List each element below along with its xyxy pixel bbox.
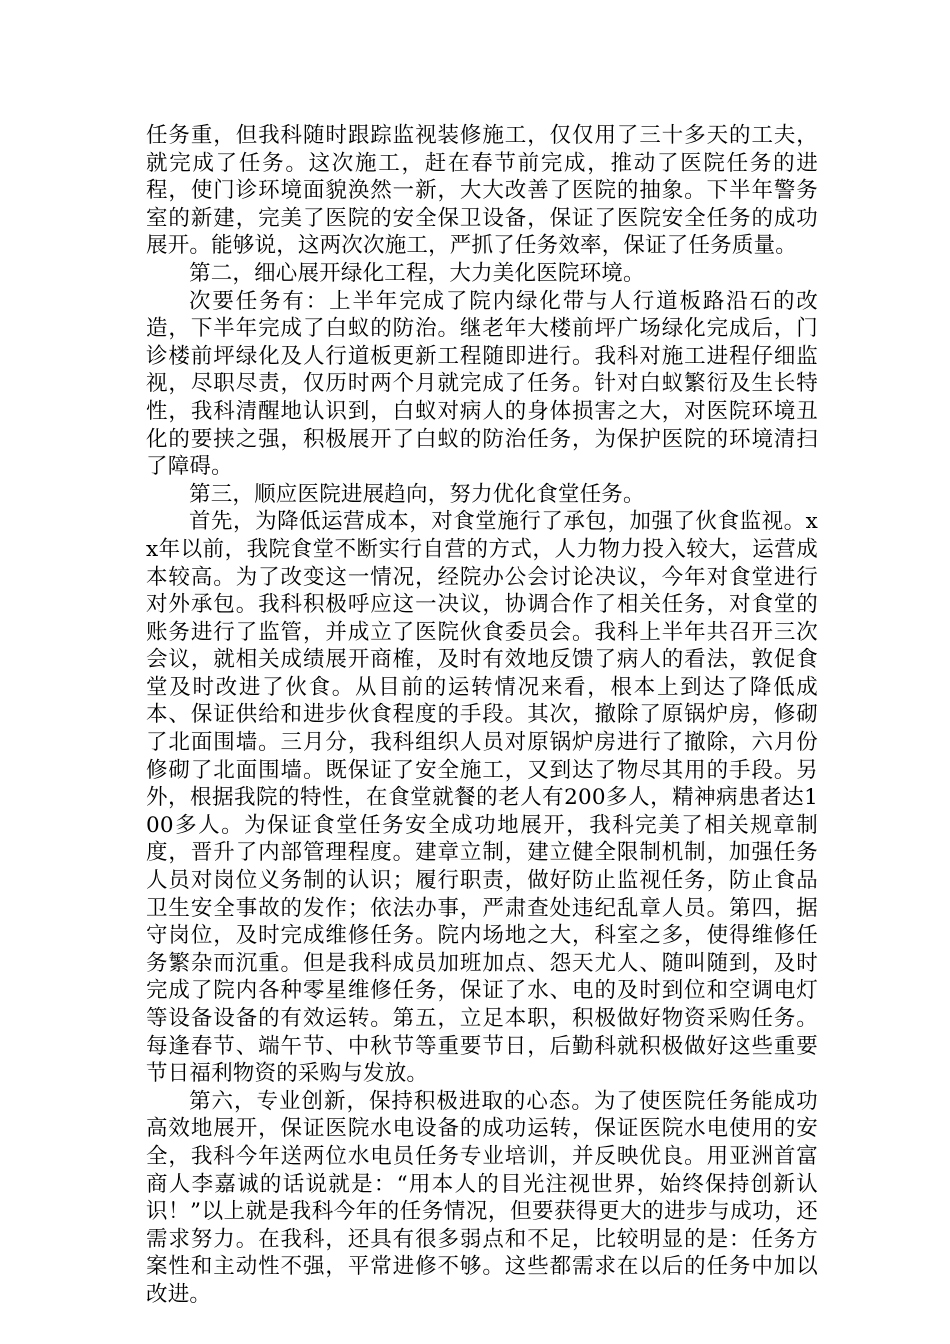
paragraph-5: 首先，为降低运营成本，对食堂施行了承包，加强了伙食监视。xx年以前，我院食堂不断实行自营的方式，人力物力投入较大，运营成本较高。为了改变这一情况，经院办公会讨论决议，今年对食堂进行对外承包。我科积极呼应这一决议，协调合作了相关任务，对食堂的账务进行了监管，并成立了医院伙食委员会。我科上半年共召开三次会议，就相关成绩展开商榷，及时有效地反馈了病人的看法，敦促食堂及时改进了伙食。从目前的运转情况来看，根本上到达了降低成本、保证供给和进步伙食程度的手段。其次，撤除了原锅炉房，修砌了北面围墙。三月分，我科组织人员对原锅炉房进行了撤除，六月份修砌了北面围墙。既保证了安全施工，又到达了物尽其用的手段。另外，根据我院的特性，在食堂就餐的老人有200多人，精神病患者达100多人。为保证食堂任务安全成功地展开，我科完美了相关规章制度，晋升了内部管理程度。建章立制，建立健全限制机制，加强任务人员对岗位义务制的认识；履行职责，做好防止监视任务，防止食品卫生安全事故的发作；依法办事，严肃查处违纪乱章人员。第四，据守岗位，及时完成维修任务。院内场地之大，科室之多，使得维修任务繁杂而沉重。但是我科成员加班加点、怨天尤人、随叫随到，及时完成了院内各种零星维修任务，保证了水、电的及时到位和空调电灯等设备设备的有效运转。第五，立足本职，积极做好物资采购任务。每逢春节、端午节、中秋节等重要节日，后勤科就积极做好这些重要节日福利物资的采购与发放。 — [146, 509, 818, 1087]
paragraph-3: 次要任务有：上半年完成了院内绿化带与人行道板路沿石的改造，下半年完成了白蚁的防治。继老年大楼前坪广场绿化完成后，门诊楼前坪绿化及人行道板更新工程随即进行。我科对施工进程仔细监视，尽职尽责，仅历时两个月就完成了任务。针对白蚁繁衍及生长特性，我科清醒地认识到，白蚁对病人的身体损害之大，对医院环境丑化的要挟之强，积极展开了白蚁的防治任务，为保护医院的环境清扫了障碍。 — [146, 288, 818, 480]
paragraph-1: 任务重，但我科随时跟踪监视装修施工，仅仅用了三十多天的工夫，就完成了任务。这次施工，赶在春节前完成，推动了医院任务的进程，使门诊环境面貌涣然一新，大大改善了医院的抽象。下半年警务室的新建，完美了医院的安全保卫设备，保证了医院安全任务的成功展开。能够说，这两次次施工，严抓了任务效率，保证了任务质量。 — [146, 123, 818, 259]
paragraph-4-heading: 第三，顺应医院进展趋向，努力优化食堂任务。 — [189, 481, 645, 507]
document-body — [146, 122, 818, 1309]
paragraph-6: 第六，专业创新，保持积极进取的心态。为了使医院任务能成功高效地展开，保证医院水电设备的成功运转，保证医院水电使用的安全，我科今年送两位水电员任务专业培训，并反映优良。用亚洲首富商人李嘉诚的话说就是：“用本人的目光注视世界，始终保持创新认识！”以上就是我科今年的任务情况，但要获得更大的进步与成功，还需求努力。在我科，还具有很多弱点和不足，比较明显的是：任务方案性和主动性不强，平常进修不够。这些都需求在以后的任务中加以改进。 — [146, 1088, 818, 1307]
paragraph-2-heading: 第二，细心展开绿化工程，大力美化医院环境。 — [189, 260, 645, 286]
